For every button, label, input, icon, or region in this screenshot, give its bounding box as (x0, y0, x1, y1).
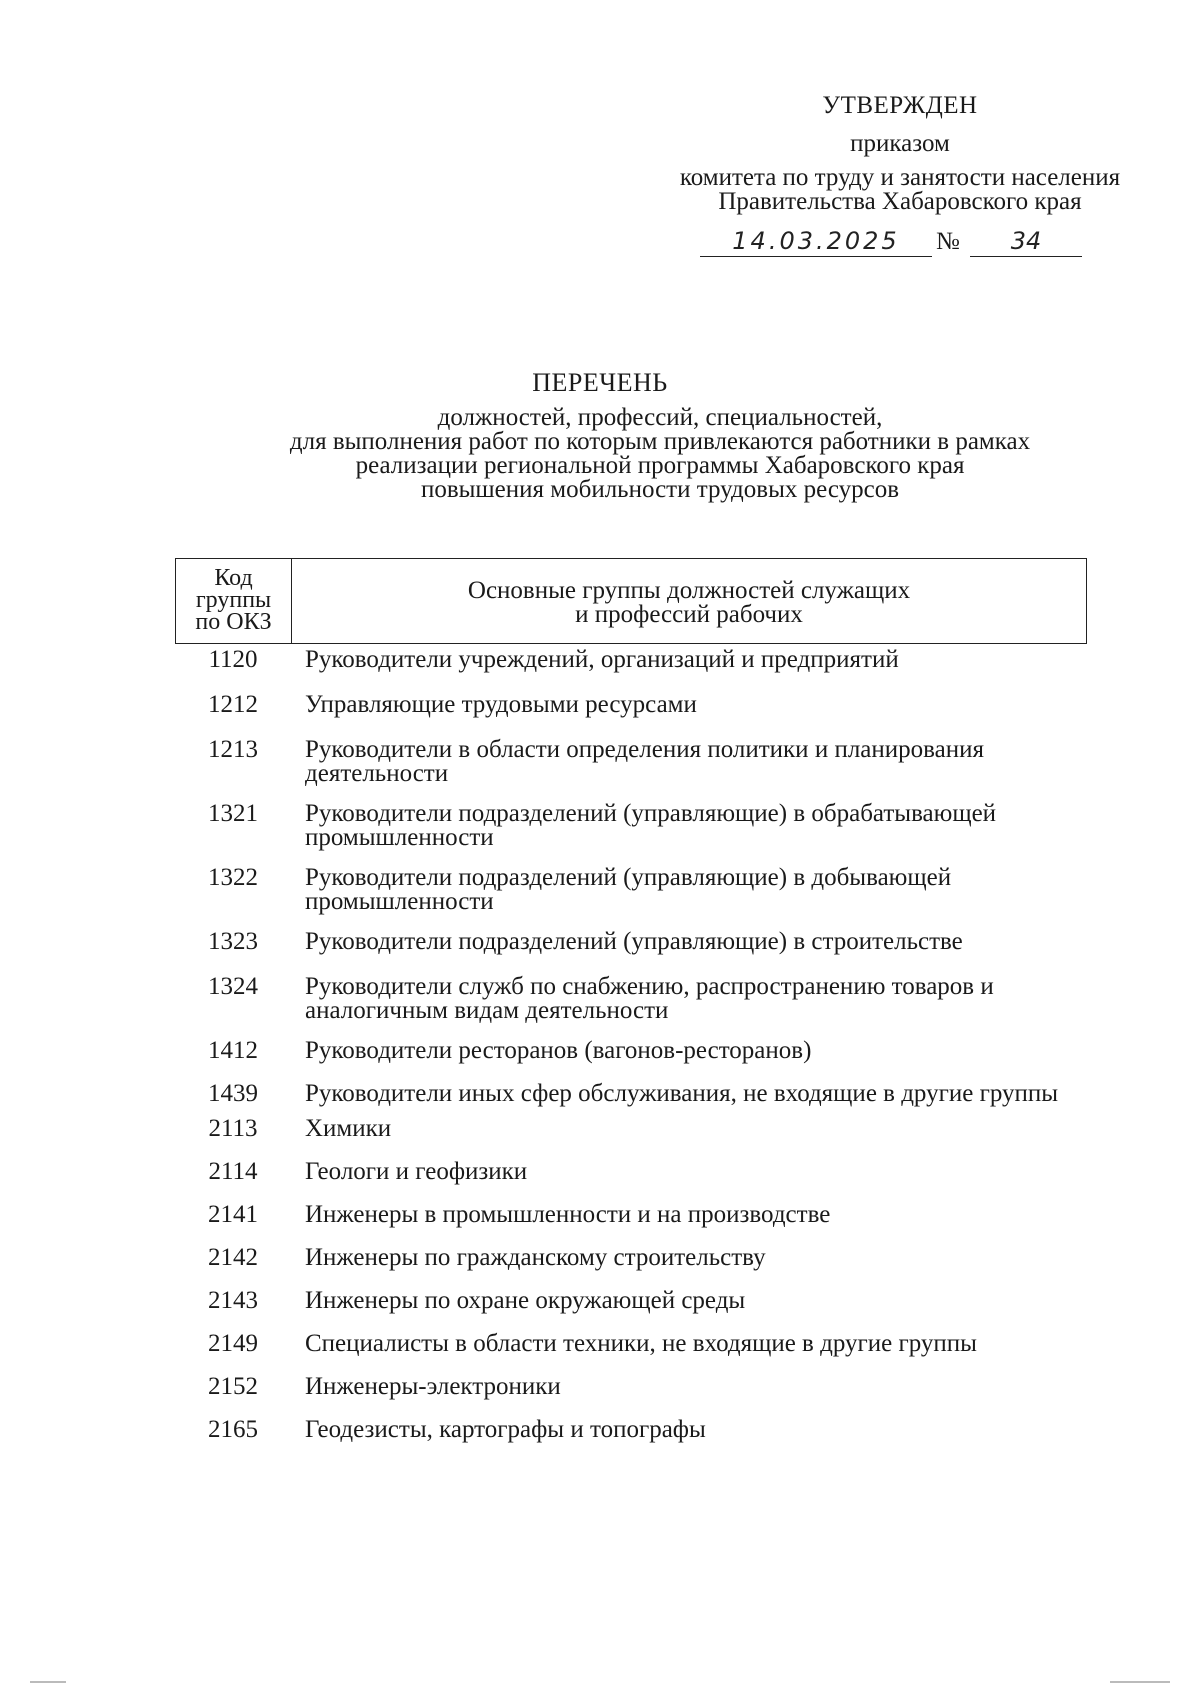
table-row (175, 1416, 1095, 1442)
occupation-group-name: Геодезисты, картографы и топографы (305, 1416, 706, 1443)
table-row (175, 691, 1095, 717)
okz-code: 2165 (208, 1416, 258, 1443)
okz-code: 2143 (208, 1287, 258, 1314)
committee-name: комитета по труду и занятости населения (679, 164, 1121, 191)
order-number: 34 (970, 226, 1082, 257)
okz-code: 2149 (208, 1330, 258, 1357)
table-header (175, 558, 1087, 644)
header-code-line: Код (214, 565, 253, 591)
occupation-group-name: Специалисты в области техники, не входящие в другие группы (305, 1330, 977, 1357)
subtitle-line: должностей, профессий, специальностей, (437, 404, 883, 431)
table-row (175, 1037, 1095, 1063)
scan-artifact (30, 1681, 66, 1683)
occupation-group-name: Геологи и геофизики (305, 1158, 528, 1185)
table-row (175, 973, 1095, 1023)
subtitle-line: повышения мобильности трудовых ресурсов (420, 476, 900, 503)
header-name-line: и профессий рабочих (575, 601, 803, 628)
okz-code: 2114 (208, 1158, 258, 1185)
table-row (175, 736, 1095, 786)
okz-code: 2113 (208, 1115, 258, 1142)
table-body (175, 646, 1095, 1459)
number-sign: № (936, 228, 960, 255)
okz-code: 2142 (208, 1244, 258, 1271)
table-row (175, 928, 1095, 954)
government-name: Правительства Хабаровского края (718, 188, 1082, 215)
table-row (175, 646, 1095, 672)
occupation-group-name: Руководители ресторанов (вагонов-ресторанов) (305, 1037, 812, 1064)
document-subtitle (230, 406, 1090, 502)
occupation-group-name: Руководители иных сфер обслуживания, не входящие в другие группы (305, 1080, 1059, 1107)
occupation-group-name: Руководители подразделений (управляющие) в добывающей промышленности (305, 864, 952, 915)
subtitle-line: реализации региональной программы Хабаровского края (355, 452, 965, 479)
occupation-group-name: Руководители учреждений, организаций и предприятий (305, 646, 899, 673)
by-order-label: приказом (850, 130, 950, 157)
table-row (175, 864, 1095, 914)
okz-code: 1213 (208, 736, 258, 763)
occupation-group-name: Химики (305, 1115, 392, 1142)
occupation-group-name: Руководители в области определения политики и планирования деятельности (305, 736, 984, 787)
table-row (175, 1201, 1095, 1227)
okz-code: 1323 (208, 928, 258, 955)
table-row (175, 1287, 1095, 1313)
header-code-line: по ОКЗ (195, 609, 272, 635)
table-row (175, 1080, 1095, 1106)
approval-block (620, 92, 1180, 214)
table-row (175, 1115, 1095, 1141)
table-row (175, 1373, 1095, 1399)
okz-code: 2152 (208, 1373, 258, 1400)
okz-code: 1324 (208, 973, 258, 1000)
okz-code: 1120 (208, 646, 258, 673)
table-row (175, 1158, 1095, 1184)
occupation-group-name: Инженеры-электроники (305, 1373, 561, 1400)
order-date: 14.03.2025 (700, 226, 932, 257)
header-name-line: Основные группы должностей служащих (467, 577, 911, 604)
subtitle-line: для выполнения работ по которым привлекаются работники в рамках (289, 428, 1031, 455)
occupation-group-name: Управляющие трудовыми ресурсами (305, 691, 697, 718)
table-row (175, 1330, 1095, 1356)
document-title: ПЕРЕЧЕНЬ (532, 368, 668, 397)
order-details (700, 226, 1100, 262)
table-row (175, 1244, 1095, 1270)
occupation-group-name: Руководители служб по снабжению, распространению товаров и аналогичным видам деятельности (305, 973, 994, 1024)
occupation-group-name: Инженеры по гражданскому строительству (305, 1244, 766, 1271)
occupation-group-name: Руководители подразделений (управляющие) в обрабатывающей промышленности (305, 800, 997, 851)
occupation-group-name: Инженеры по охране окружающей среды (305, 1287, 746, 1314)
approved-label: УТВЕРЖДЕН (822, 92, 978, 119)
okz-code: 1439 (208, 1080, 258, 1107)
okz-code: 1412 (208, 1037, 258, 1064)
table-row (175, 800, 1095, 850)
header-name-column (292, 559, 1086, 643)
okz-code: 1212 (208, 691, 258, 718)
okz-code: 1322 (208, 864, 258, 891)
okz-code: 1321 (208, 800, 258, 827)
okz-code: 2141 (208, 1201, 258, 1228)
scan-artifact (1110, 1681, 1170, 1683)
header-code-line: группы (195, 587, 272, 613)
occupation-group-name: Инженеры в промышленности и на производстве (305, 1201, 831, 1228)
occupation-group-name: Руководители подразделений (управляющие) в строительстве (305, 928, 963, 955)
header-code-column (176, 559, 292, 643)
